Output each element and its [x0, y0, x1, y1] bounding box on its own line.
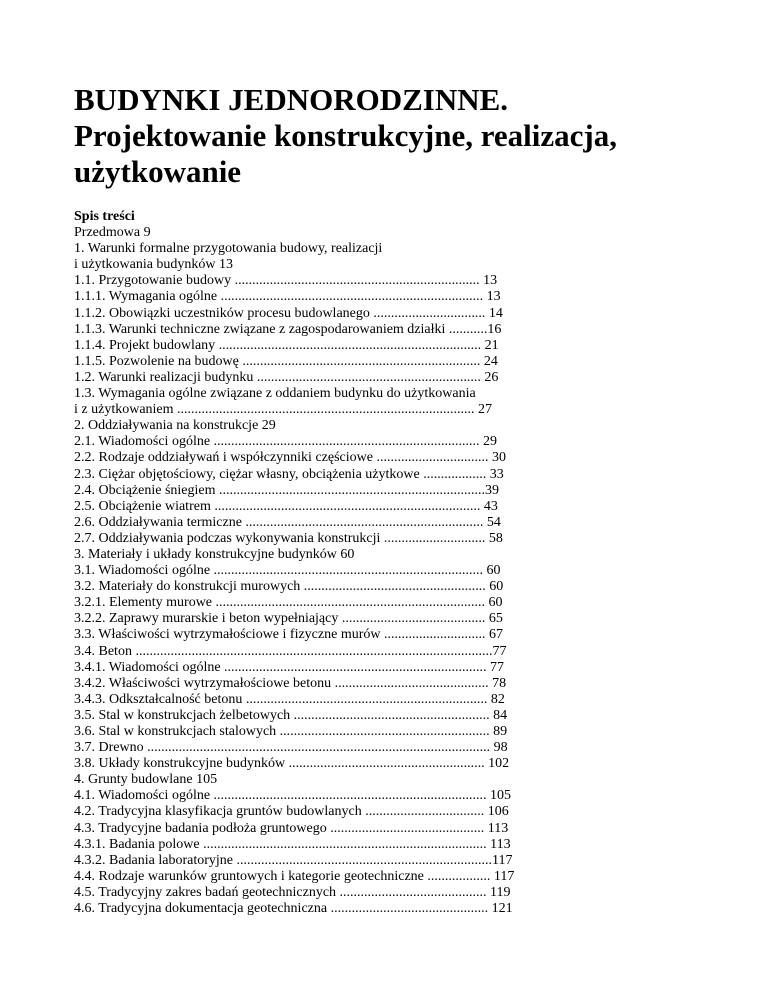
toc-entry: i użytkowania budynków 13 — [74, 257, 234, 273]
toc-entry: 3.1. Wiadomości ogólne ............................................................................. 60 — [74, 563, 501, 579]
toc-entry: Przedmowa 9 — [74, 225, 151, 241]
document-page — [74, 82, 694, 917]
toc-entry: 2.6. Oddziaływania termiczne .................................................................... 54 — [74, 514, 501, 530]
toc-entry: i z użytkowaniem ..................................................................................... 27 — [74, 402, 493, 418]
toc-entry: 3.5. Stal w konstrukcjach żelbetowych ........................................................ 84 — [74, 707, 508, 723]
toc-entry: 3.4.2. Właściwości wytrzymałościowe betonu ............................................ 78 — [74, 675, 507, 691]
toc-entry: 1.1.2. Obowiązki uczestników procesu budowlanego ................................ 14 — [74, 305, 503, 321]
toc-entry: 3.4.3. Odkształcalność betonu ..................................................................... 82 — [74, 691, 505, 707]
toc-entry: 1.1.5. Pozwolenie na budowę .................................................................... 24 — [74, 353, 498, 369]
title-line-3: użytkowanie — [74, 154, 242, 189]
toc-entry: 2. Oddziaływania na konstrukcje 29 — [74, 418, 276, 434]
toc-heading: Spis treści — [74, 209, 135, 224]
toc-entry: 4.3.2. Badania laboratoryjne .........................................................................117 — [74, 852, 513, 868]
toc-entry: 1. Warunki formalne przygotowania budowy, realizacji — [74, 241, 383, 257]
toc-entry: 3.6. Stal w konstrukcjach stalowych ............................................................ 89 — [74, 724, 508, 739]
toc-entry: 1.1.1. Wymagania ogólne ........................................................................... 13 — [74, 289, 501, 305]
toc-entry: 4.6. Tradycyjna dokumentacja geotechniczna ............................................. 121 — [74, 901, 513, 917]
toc-entry: 3.4.1. Wiadomości ogólne ........................................................................... 77 — [74, 659, 505, 675]
toc-entry: 2.3. Ciężar objętościowy, ciężar własny, obciążenia użytkowe .................. 33 — [74, 466, 504, 482]
toc-entry: 1.2. Warunki realizacji budynku ................................................................ 26 — [74, 369, 499, 385]
toc-entry: 4.3.1. Badania polowe ................................................................................. 113 — [74, 836, 511, 852]
toc-entry: 4.2. Tradycyjna klasyfikacja gruntów budowlanych .................................. 106 — [74, 804, 509, 820]
toc-entry: 4.3. Tradycyjne badania podłoża gruntowego ............................................ 113 — [74, 820, 509, 836]
toc-entry: 1.1.4. Projekt budowlany ........................................................................... 21 — [74, 337, 499, 353]
toc-entry: 3. Materiały i układy konstrukcyjne budynków 60 — [74, 546, 355, 562]
toc-entry: 4. Grunty budowlane 105 — [74, 772, 218, 788]
toc-entry: 3.4. Beton ......................................................................................................77 — [74, 643, 507, 659]
toc-entry: 3.7. Drewno .................................................................................................. 98 — [74, 740, 508, 756]
title-line-2: Projektowanie konstrukcyjne, realizacja, — [74, 118, 617, 153]
toc-entry: 2.7. Oddziaływania podczas wykonywania konstrukcji ............................. 58 — [74, 530, 503, 546]
toc-entry: 3.8. Układy konstrukcyjne budynków ........................................................ 102 — [74, 756, 510, 772]
toc-entry: 4.4. Rodzaje warunków gruntowych i kategorie geotechniczne .................. 117 — [74, 868, 515, 884]
toc-entry: 1.3. Wymagania ogólne związane z oddaniem budynku do użytkowania — [74, 386, 476, 402]
title-line-1: BUDYNKI JEDNORODZINNE. — [74, 82, 509, 117]
table-of-contents — [74, 225, 694, 917]
toc-entry: 4.1. Wiadomości ogólne .............................................................................. 105 — [74, 788, 512, 804]
toc-entry: 1.1. Przygotowanie budowy ...................................................................... 13 — [74, 273, 498, 289]
toc-entry: 3.2.2. Zaprawy murarskie i beton wypełniający ......................................... 65 — [74, 611, 503, 627]
toc-entry: 2.4. Obciążenie śniegiem ............................................................................39 — [74, 482, 500, 498]
toc-entry: 3.2.1. Elementy murowe ............................................................................. 60 — [74, 595, 503, 611]
toc-entry: 2.5. Obciążenie wiatrem ............................................................................ 43 — [74, 498, 498, 514]
toc-entry: 2.1. Wiadomości ogólne ............................................................................ 29 — [74, 434, 498, 450]
toc-entry: 4.5. Tradycyjny zakres badań geotechnicznych .......................................... 119 — [74, 884, 511, 900]
toc-entry: 1.1.3. Warunki techniczne związane z zagospodarowaniem działki ...........16 — [74, 321, 502, 337]
toc-entry: 3.3. Właściwości wytrzymałościowe i fizyczne murów ............................. 67 — [74, 627, 503, 643]
toc-entry: 3.2. Materiały do konstrukcji murowych .................................................... 60 — [74, 579, 504, 595]
toc-entry: 2.2. Rodzaje oddziaływań i współczynniki częściowe ................................ 30 — [74, 450, 506, 466]
document-title — [74, 82, 694, 190]
